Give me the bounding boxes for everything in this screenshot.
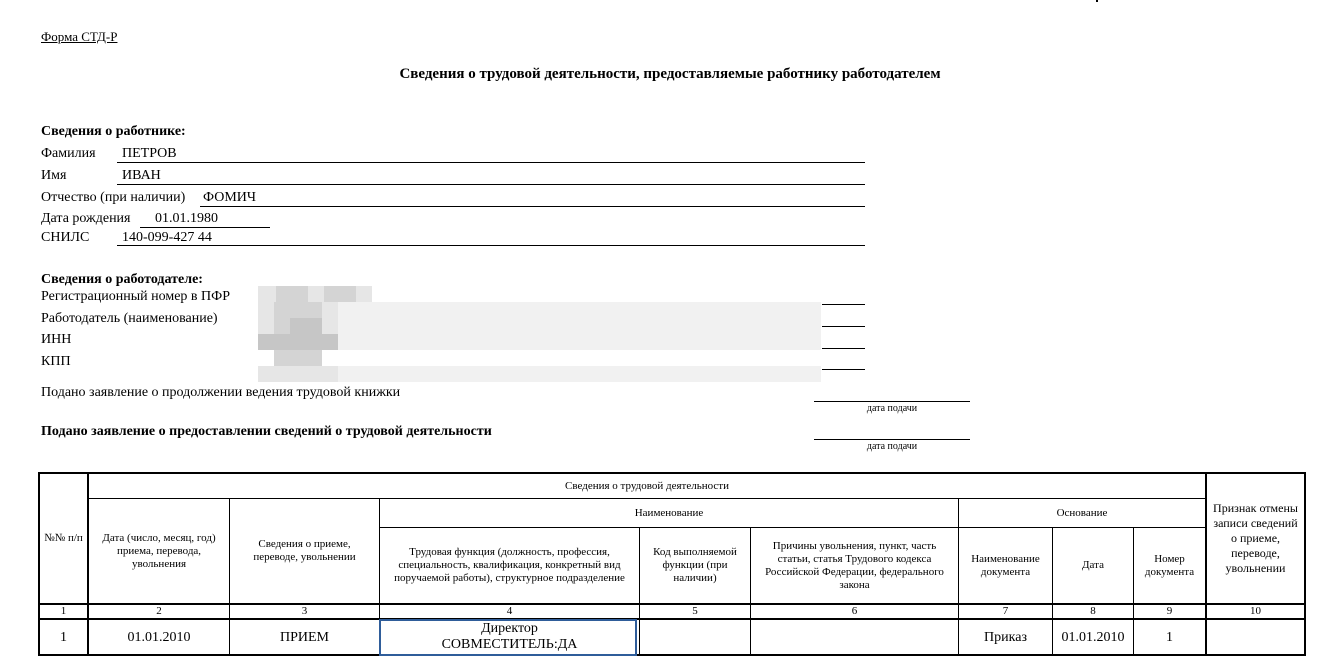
colnum-7: 7 [1002,605,1009,617]
header-function: Трудовая функция (должность, профессия, специальность, квалификация, конкретный вид поручаемой работы), структурное подразделение [394,546,625,584]
snils-label: СНИЛС [41,230,90,245]
birthdate-underline [140,227,270,228]
header-code: Код выполняемой функции (при наличии) [653,546,737,584]
employer-section-title: Сведения о работодателе: [41,272,203,287]
colnum-5: 5 [692,605,698,617]
row-code[interactable] [640,620,750,654]
page-title: Сведения о трудовой деятельности, предоставляемые работнику работодателем [399,66,941,82]
header-date: Дата (число, месяц, год) приема, перевода, увольнения [102,531,216,570]
snils-underline [117,245,865,246]
row-function-line2: СОВМЕСТИТЕЛЬ:ДА [441,637,578,652]
selected-cell-outline [379,619,637,656]
continue-book-label: Подано заявление о продолжении ведения трудовой книжки [41,385,401,400]
inn-label: ИНН [41,332,72,347]
labor-activity-table [38,472,1306,656]
header-doc-name: Наименование документа [971,552,1040,578]
row-reason[interactable] [751,620,958,654]
header-basis-group: Основание [1056,506,1108,519]
surname-label: Фамилия [41,146,96,161]
header-group: Сведения о трудовой деятельности [565,479,729,492]
kpp-underline [822,369,865,370]
header-cancel: Признак отмены записи сведений о приеме, переводе, увольнении [1213,501,1298,575]
colnum-6: 6 [851,605,858,617]
patronymic-label: Отчество (при наличии) [41,190,186,205]
surname-underline [117,162,865,163]
name-value: ИВАН [122,168,161,183]
employer-name-label: Работодатель (наименование) [41,311,218,326]
colnum-9: 9 [1166,605,1173,617]
snils-value: 140-099-427 44 [122,230,212,245]
provide-info-caption: дата подачи [866,441,918,452]
header-event: Сведения о приеме, переводе, увольнении [253,538,356,563]
row-function-line1: Директор [481,621,538,636]
provide-info-label: Подано заявление о предоставлении сведений о трудовой деятельности [41,424,492,439]
colnum-3: 3 [301,605,308,617]
header-doc-date: Дата [1082,559,1104,571]
form-name: Форма СТД-Р [41,29,118,44]
row-doc-num[interactable]: 1 [1166,629,1173,645]
name-underline [117,184,865,185]
birthdate-value: 01.01.1980 [155,211,218,226]
header-naming-group: Наименование [634,506,704,519]
colnum-4: 4 [506,605,513,617]
birthdate-label: Дата рождения [41,211,131,226]
pfr-underline [822,304,865,305]
continue-book-caption: дата подачи [866,403,918,414]
patronymic-value: ФОМИЧ [203,190,256,205]
header-num: №№ п/п [44,532,83,544]
surname-value: ПЕТРОВ [122,146,177,161]
page-edge-mark [1096,0,1098,2]
employee-section-title: Сведения о работнике: [41,124,186,139]
header-doc-num: Номер документа [1144,552,1195,578]
row-event[interactable]: ПРИЕМ [279,629,329,645]
patronymic-underline [200,206,865,207]
colnum-2: 2 [156,605,162,617]
kpp-label: КПП [41,354,71,369]
inn-underline [822,348,865,349]
row-doc-name[interactable]: Приказ [984,629,1027,645]
employer-name-underline [822,326,865,327]
colnum-8: 8 [1090,605,1096,617]
name-label: Имя [41,168,67,183]
row-cancel[interactable] [1207,620,1304,654]
row-num[interactable]: 1 [60,629,67,645]
pfr-label: Регистрационный номер в ПФР [41,289,230,304]
provide-info-date-line [814,439,970,440]
row-doc-date[interactable]: 01.01.2010 [1061,629,1125,645]
header-reason: Причины увольнения, пункт, часть статьи, статья Трудового кодекса Российской Федерации, федерального закона [765,539,944,591]
colnum-1: 1 [60,605,67,617]
row-date[interactable]: 01.01.2010 [127,629,191,645]
colnum-10: 10 [1250,605,1261,617]
continue-book-date-line [814,401,970,402]
